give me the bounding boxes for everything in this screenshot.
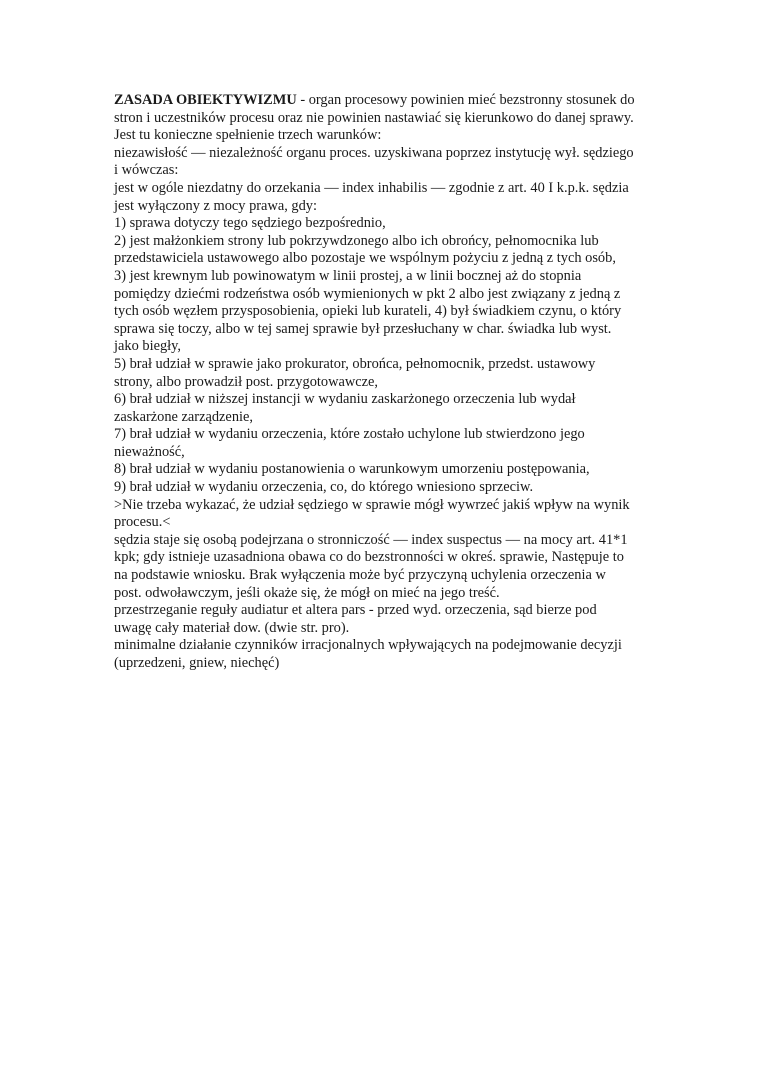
- text-line-19: zaskarżone zarządzenie,: [114, 408, 254, 425]
- text-line-28: na podstawie wniosku. Brak wyłączenia może być przyczyną uchylenia orzeczenia w: [114, 567, 606, 584]
- text-line-7: jest wyłączony z mocy prawa, gdy:: [114, 197, 318, 214]
- text-line-5: i wówczas:: [114, 162, 179, 179]
- text-line-1: [114, 92, 674, 110]
- text-line-15: jako biegły,: [114, 338, 182, 355]
- text-line-29: post. odwoławczym, jeśli okaże się, że mógł on mieć na jego treść.: [114, 584, 500, 601]
- text-line-14: sprawa się toczy, albo w tej samej sprawie był przesłuchany w char. świadka lub wyst.: [114, 320, 612, 337]
- text-line-31: uwagę cały materiał dow. (dwie str. pro).: [114, 619, 350, 636]
- text-line-30: przestrzeganie reguły audiatur et altera pars - przed wyd. orzeczenia, sąd bierze pod: [114, 602, 597, 619]
- text-line-18: 6) brał udział w niższej instancji w wydaniu zaskarżonego orzeczenia lub wydał: [114, 391, 576, 408]
- text-line-33: (uprzedzeni, gniew, niechęć): [114, 655, 280, 671]
- text-line-21: nieważność,: [114, 443, 185, 460]
- text-line-27: kpk; gdy istnieje uzasadniona obawa co do bezstronności w okreś. sprawie, Następuje to: [114, 549, 624, 566]
- text-line-32: minimalne działanie czynników irracjonalnych wpływających na podejmowanie decyzji: [114, 637, 622, 654]
- text-line-2: stron i uczestników procesu oraz nie powinien nastawiać się kierunkowo do danej sprawy.: [114, 109, 634, 126]
- text-line-11: 3) jest krewnym lub powinowatym w linii prostej, a w linii bocznej aż do stopnia: [114, 267, 582, 284]
- text-line-6: jest w ogóle niezdatny do orzekania — index inhabilis — zgodnie z art. 40 I k.p.k. sędzia: [114, 179, 629, 196]
- text-line-16: 5) brał udział w sprawie jako prokurator, obrońca, pełnomocnik, przedst. ustawowy: [114, 355, 596, 372]
- text-line-24: >Nie trzeba wykazać, że udział sędziego w sprawie mógł wywrzeć jakiś wpływ na wynik: [114, 496, 630, 513]
- text-line-9: 2) jest małżonkiem strony lub pokrzywdzonego albo ich obrońcy, pełnomocnika lub: [114, 232, 599, 249]
- text-line-23: 9) brał udział w wydaniu orzeczenia, co, do którego wniesiono sprzeciw.: [114, 479, 534, 496]
- text-line-12: pomiędzy dziećmi rodzeństwa osób wymienionych w pkt 2 albo jest związany z jedną z: [114, 285, 621, 302]
- text-line-26: sędzia staje się osobą podejrzana o stronniczość — index suspectus — na mocy art. 41*1: [114, 531, 628, 548]
- text-line-22: 8) brał udział w wydaniu postanowienia o warunkowym umorzeniu postępowania,: [114, 461, 590, 478]
- text-line-17: strony, albo prowadził post. przygotowawcze,: [114, 373, 379, 390]
- text-line-10: przedstawiciela ustawowego albo pozostaje we wspólnym pożyciu z jedną z tych osób,: [114, 250, 616, 267]
- text-line-13: tych osób węzłem przysposobienia, opieki lub kurateli, 4) był świadkiem czynu, o który: [114, 303, 622, 320]
- text-line-4: niezawisłość — niezależność organu proces. uzyskiwana poprzez instytucję wył. sędziego: [114, 144, 634, 161]
- text-line-3: Jest tu konieczne spełnienie trzech warunków:: [114, 127, 382, 144]
- text-line-8: 1) sprawa dotyczy tego sędziego bezpośrednio,: [114, 215, 386, 232]
- document-body: [114, 92, 674, 673]
- heading-continuation: - organ procesowy powinien mieć bezstronny stosunek do: [296, 92, 635, 108]
- text-line-25: procesu.<: [114, 514, 171, 531]
- text-line-20: 7) brał udział w wydaniu orzeczenia, które zostało uchylone lub stwierdzono jego: [114, 426, 585, 443]
- document-heading: ZASADA OBIEKTYWIZMU: [114, 92, 297, 108]
